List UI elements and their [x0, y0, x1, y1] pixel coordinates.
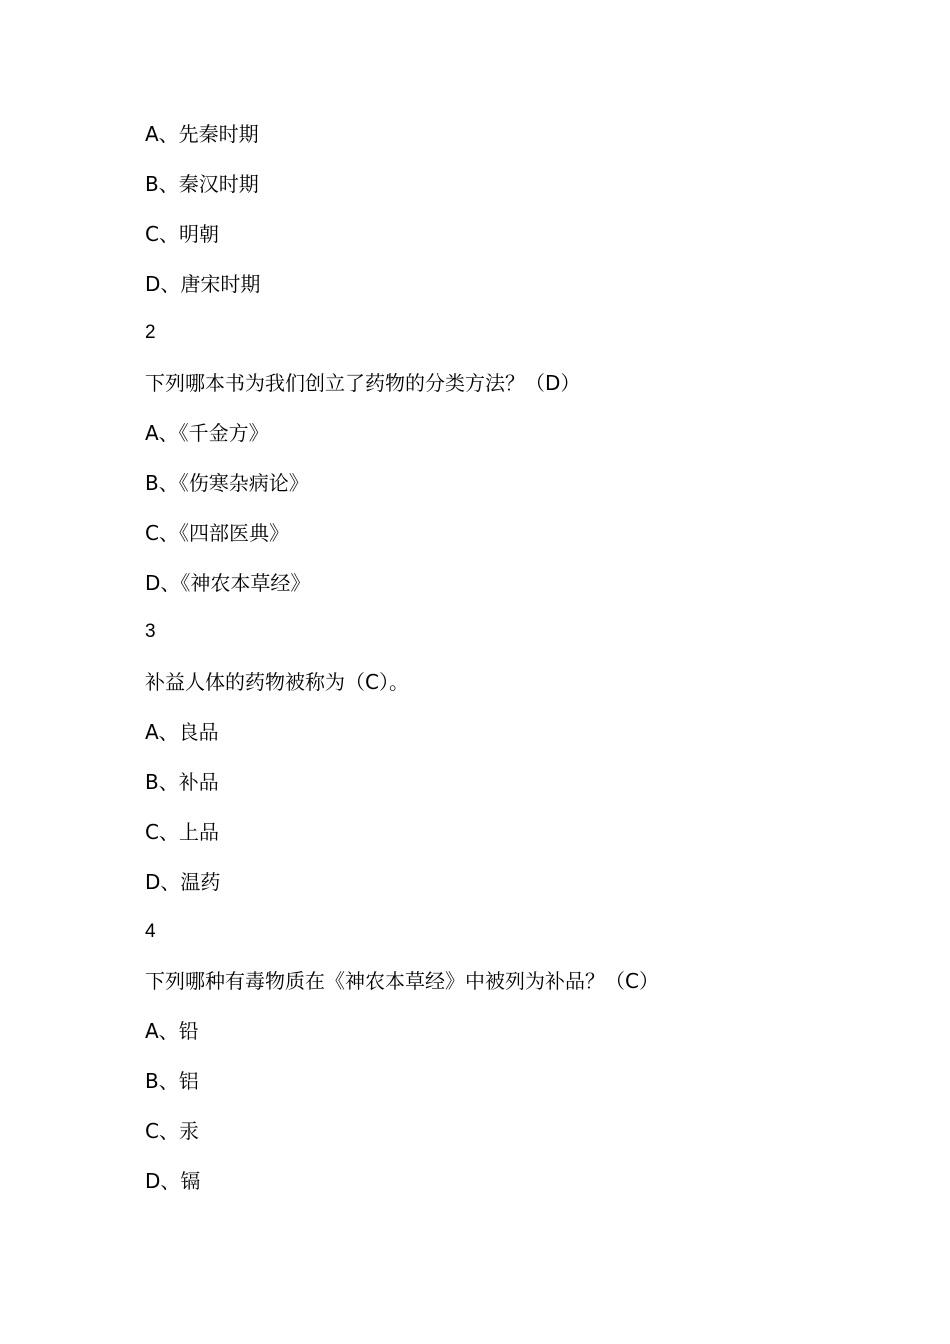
question-number: 2 — [145, 322, 156, 344]
question-number: 4 — [145, 920, 156, 942]
answer-option: A、铅 — [145, 1019, 199, 1044]
answer-option: C、《四部医典》 — [145, 520, 289, 545]
quiz-content — [145, 114, 865, 1211]
answer-option: D、唐宋时期 — [145, 271, 261, 296]
answer-option: D、温药 — [145, 869, 221, 894]
answer-option: C、汞 — [145, 1118, 199, 1143]
answer-option: B、《伤寒杂病论》 — [145, 470, 309, 495]
question-text: 下列哪种有毒物质在《神农本草经》中被列为补品？（C） — [145, 969, 659, 994]
question-text: 补益人体的药物被称为（C）。 — [145, 670, 409, 695]
answer-option: C、明朝 — [145, 221, 219, 246]
answer-option: A、《千金方》 — [145, 421, 269, 446]
answer-option: D、《神农本草经》 — [145, 570, 311, 595]
answer-option: C、上品 — [145, 819, 219, 844]
question-number: 3 — [145, 621, 156, 643]
answer-option: D、镉 — [145, 1168, 201, 1193]
answer-option: B、铝 — [145, 1069, 199, 1094]
answer-option: B、补品 — [145, 769, 219, 794]
question-text: 下列哪本书为我们创立了药物的分类方法？（D） — [145, 371, 581, 396]
answer-option: A、先秦时期 — [145, 122, 259, 146]
answer-option: B、秦汉时期 — [145, 171, 259, 196]
answer-option: A、良品 — [145, 720, 219, 745]
